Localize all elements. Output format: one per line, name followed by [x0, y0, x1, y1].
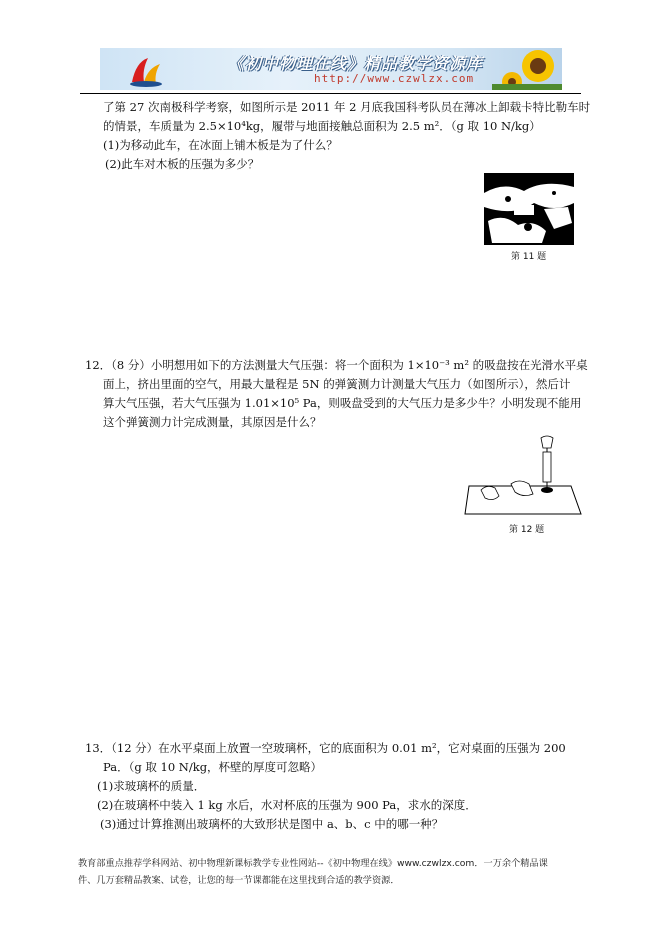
q11-sub-2: (2)此车对木板的压强为多少？: [105, 157, 260, 171]
footer-line-2: 件、几万套精品教案、试卷，让您的每一节课都能在这里找到合适的教学资源．: [78, 875, 400, 886]
q12-line-1: 12．（8 分）小明想用如下的方法测量大气压强：将一个面积为 1×10⁻³ m² 的吸盘按在光滑水平桌: [85, 358, 588, 372]
figure-12-caption: 第 12 题: [509, 525, 545, 535]
figure-11-photo: [484, 173, 574, 245]
q11-sub-1: (1)为移动此车，在冰面上铺木板是为了什么？: [103, 138, 338, 152]
sunflower-icon: [492, 48, 562, 90]
site-logo-icon: [126, 52, 166, 88]
q13-sub-1: (1)求玻璃杯的质量．: [97, 779, 206, 793]
q12-line-3: 算大气压强，若大气压强为 1.01×10⁵ Pa，则吸盘受到的大气压力是多少牛？小明发现不能用: [103, 396, 582, 410]
header-rule: [80, 93, 581, 94]
q12-line-4: 这个弹簧测力计完成测量，其原因是什么？: [103, 415, 322, 429]
footer: [78, 855, 583, 889]
footer-line-1: 教育部重点推荐学科网站、初中物理新课标教学专业性网站--《初中物理在线》www.czwlzx.com．一万余个精品课: [78, 858, 548, 869]
q13-line-2: Pa．（g 取 10 N/kg，杯壁的厚度可忽略）: [103, 760, 323, 774]
banner-url[interactable]: http://www.czwlzx.com: [314, 72, 475, 85]
q13-sub-3: (3)通过计算推测出玻璃杯的大致形状是图中 a、b、c 中的哪一种？: [100, 817, 444, 831]
banner-title: 《初中物理在线》精品教学资源库: [228, 54, 484, 73]
q11-line-2: 的情景，车质量为 2.5×10⁴kg，履带与地面接触总面积为 2.5 m²．（g 取 10 N/kg）: [103, 119, 541, 133]
q13-line-1: 13．（12 分）在水平桌面上放置一空玻璃杯，它的底面积为 0.01 m²，它对桌面的压强为 200: [85, 741, 566, 755]
figure-11-caption: 第 11 题: [511, 252, 547, 262]
header-banner: [100, 48, 562, 90]
q12-line-2: 面上，挤出里面的空气，用最大量程是 5N 的弹簧测力计测量大气压力（如图所示），然后计: [103, 377, 571, 391]
q13-sub-2: (2)在玻璃杯中装入 1 kg 水后，水对杯底的压强为 900 Pa，求水的深度．: [97, 798, 477, 812]
figure-12-drawing: [463, 434, 583, 532]
q11-line-1: 了第 27 次南极科学考察，如图所示是 2011 年 2 月底我国科考队员在薄冰上卸载卡特比勒车时: [103, 100, 591, 114]
